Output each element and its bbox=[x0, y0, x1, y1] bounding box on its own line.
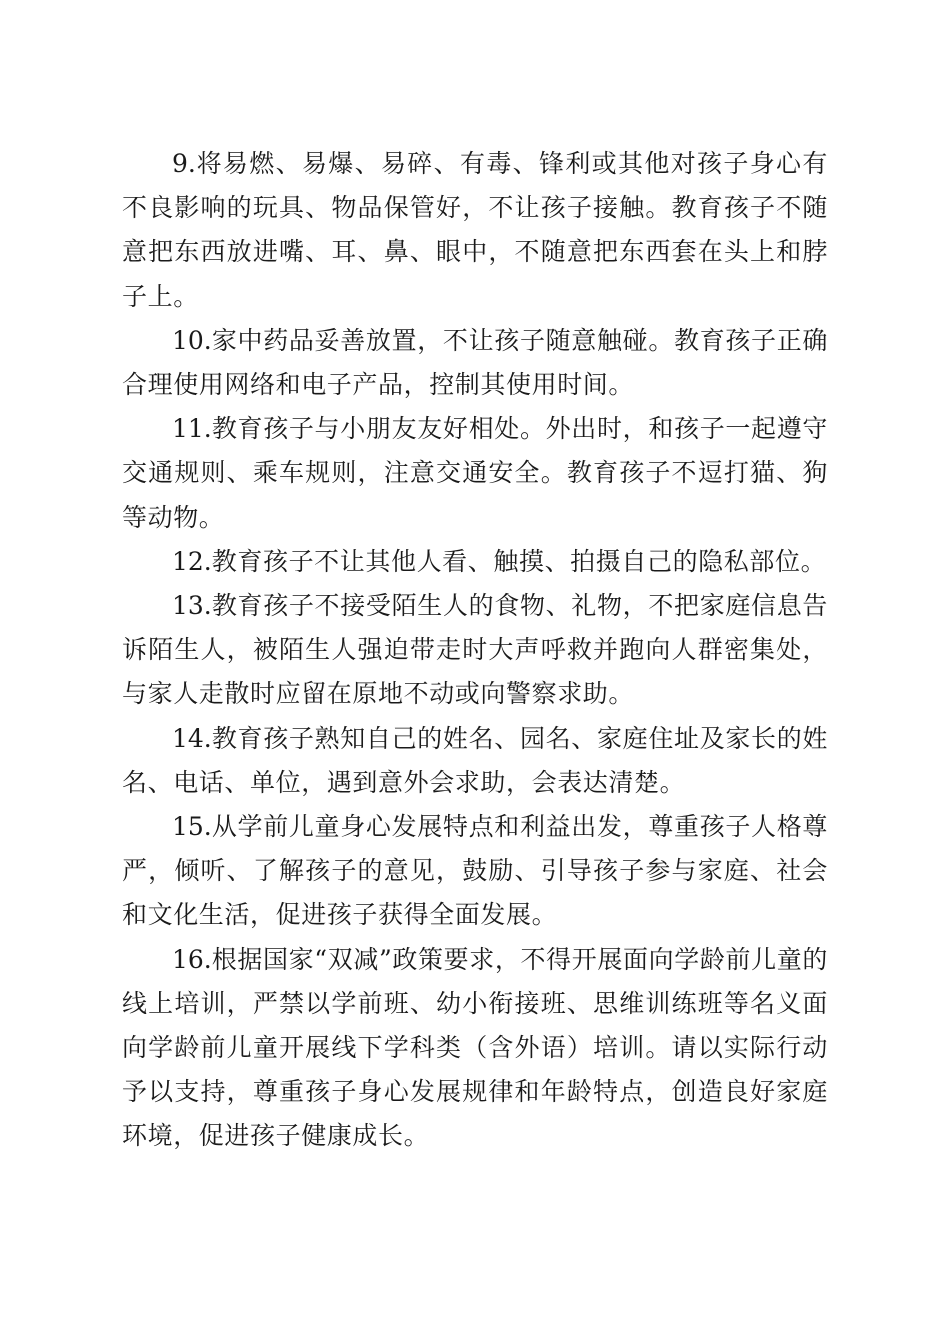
paragraph-text: 根据国家“双减”政策要求，不得开展面向学龄前儿童的线上培训，严禁以学前班、幼小衔接班、思维训练班等名义面向学龄前儿童开展线下学科类（含外语）培训。请以实际行动予以支持，尊重孩子身心发展规律和年龄特点，创造良好家庭环境，促进孩子健康成长。 bbox=[122, 944, 828, 1151]
paragraph-number: 13. bbox=[172, 591, 212, 621]
paragraph-number: 16. bbox=[172, 944, 212, 974]
paragraph-text: 从学前儿童身心发展特点和利益出发，尊重孩子人格尊严，倾听、了解孩子的意见，鼓励、引导孩子参与家庭、社会和文化生活，促进孩子获得全面发展。 bbox=[122, 812, 828, 930]
paragraph-number: 12. bbox=[172, 546, 212, 576]
paragraph-text: 教育孩子与小朋友友好相处。外出时，和孩子一起遵守交通规则、乘车规则，注意交通安全。教育孩子不逗打猫、狗等动物。 bbox=[122, 414, 828, 532]
paragraph-13 bbox=[122, 584, 828, 717]
paragraph-15 bbox=[122, 805, 828, 938]
paragraph-16 bbox=[122, 938, 828, 1159]
paragraph-number: 9. bbox=[172, 149, 196, 178]
paragraph-12 bbox=[122, 540, 828, 584]
paragraph-text: 将易燃、易爆、易碎、有毒、锋利或其他对孩子身心有不良影响的玩具、物品保管好，不让孩子接触。教育孩子不随意把东西放进嘴、耳、鼻、眼中，不随意把东西套在头上和脖子上。 bbox=[122, 149, 828, 311]
paragraph-number: 11. bbox=[172, 414, 212, 444]
paragraph-number: 10. bbox=[172, 325, 212, 355]
paragraph-9 bbox=[122, 142, 828, 319]
paragraph-11 bbox=[122, 407, 828, 540]
paragraph-14 bbox=[122, 717, 828, 805]
paragraph-text: 教育孩子不接受陌生人的食物、礼物，不把家庭信息告诉陌生人，被陌生人强迫带走时大声呼救并跑向人群密集处，与家人走散时应留在原地不动或向警察求助。 bbox=[122, 591, 828, 709]
paragraph-text: 教育孩子不让其他人看、触摸、拍摄自己的隐私部位。 bbox=[211, 546, 827, 576]
paragraph-10 bbox=[122, 319, 828, 407]
paragraph-text: 家中药品妥善放置，不让孩子随意触碰。教育孩子正确合理使用网络和电子产品，控制其使用时间。 bbox=[122, 325, 828, 400]
document-page bbox=[122, 142, 828, 1159]
paragraph-number: 14. bbox=[172, 723, 212, 753]
paragraph-text: 教育孩子熟知自己的姓名、园名、家庭住址及家长的姓名、电话、单位，遇到意外会求助，会表达清楚。 bbox=[122, 723, 828, 797]
paragraph-number: 15. bbox=[172, 812, 212, 842]
